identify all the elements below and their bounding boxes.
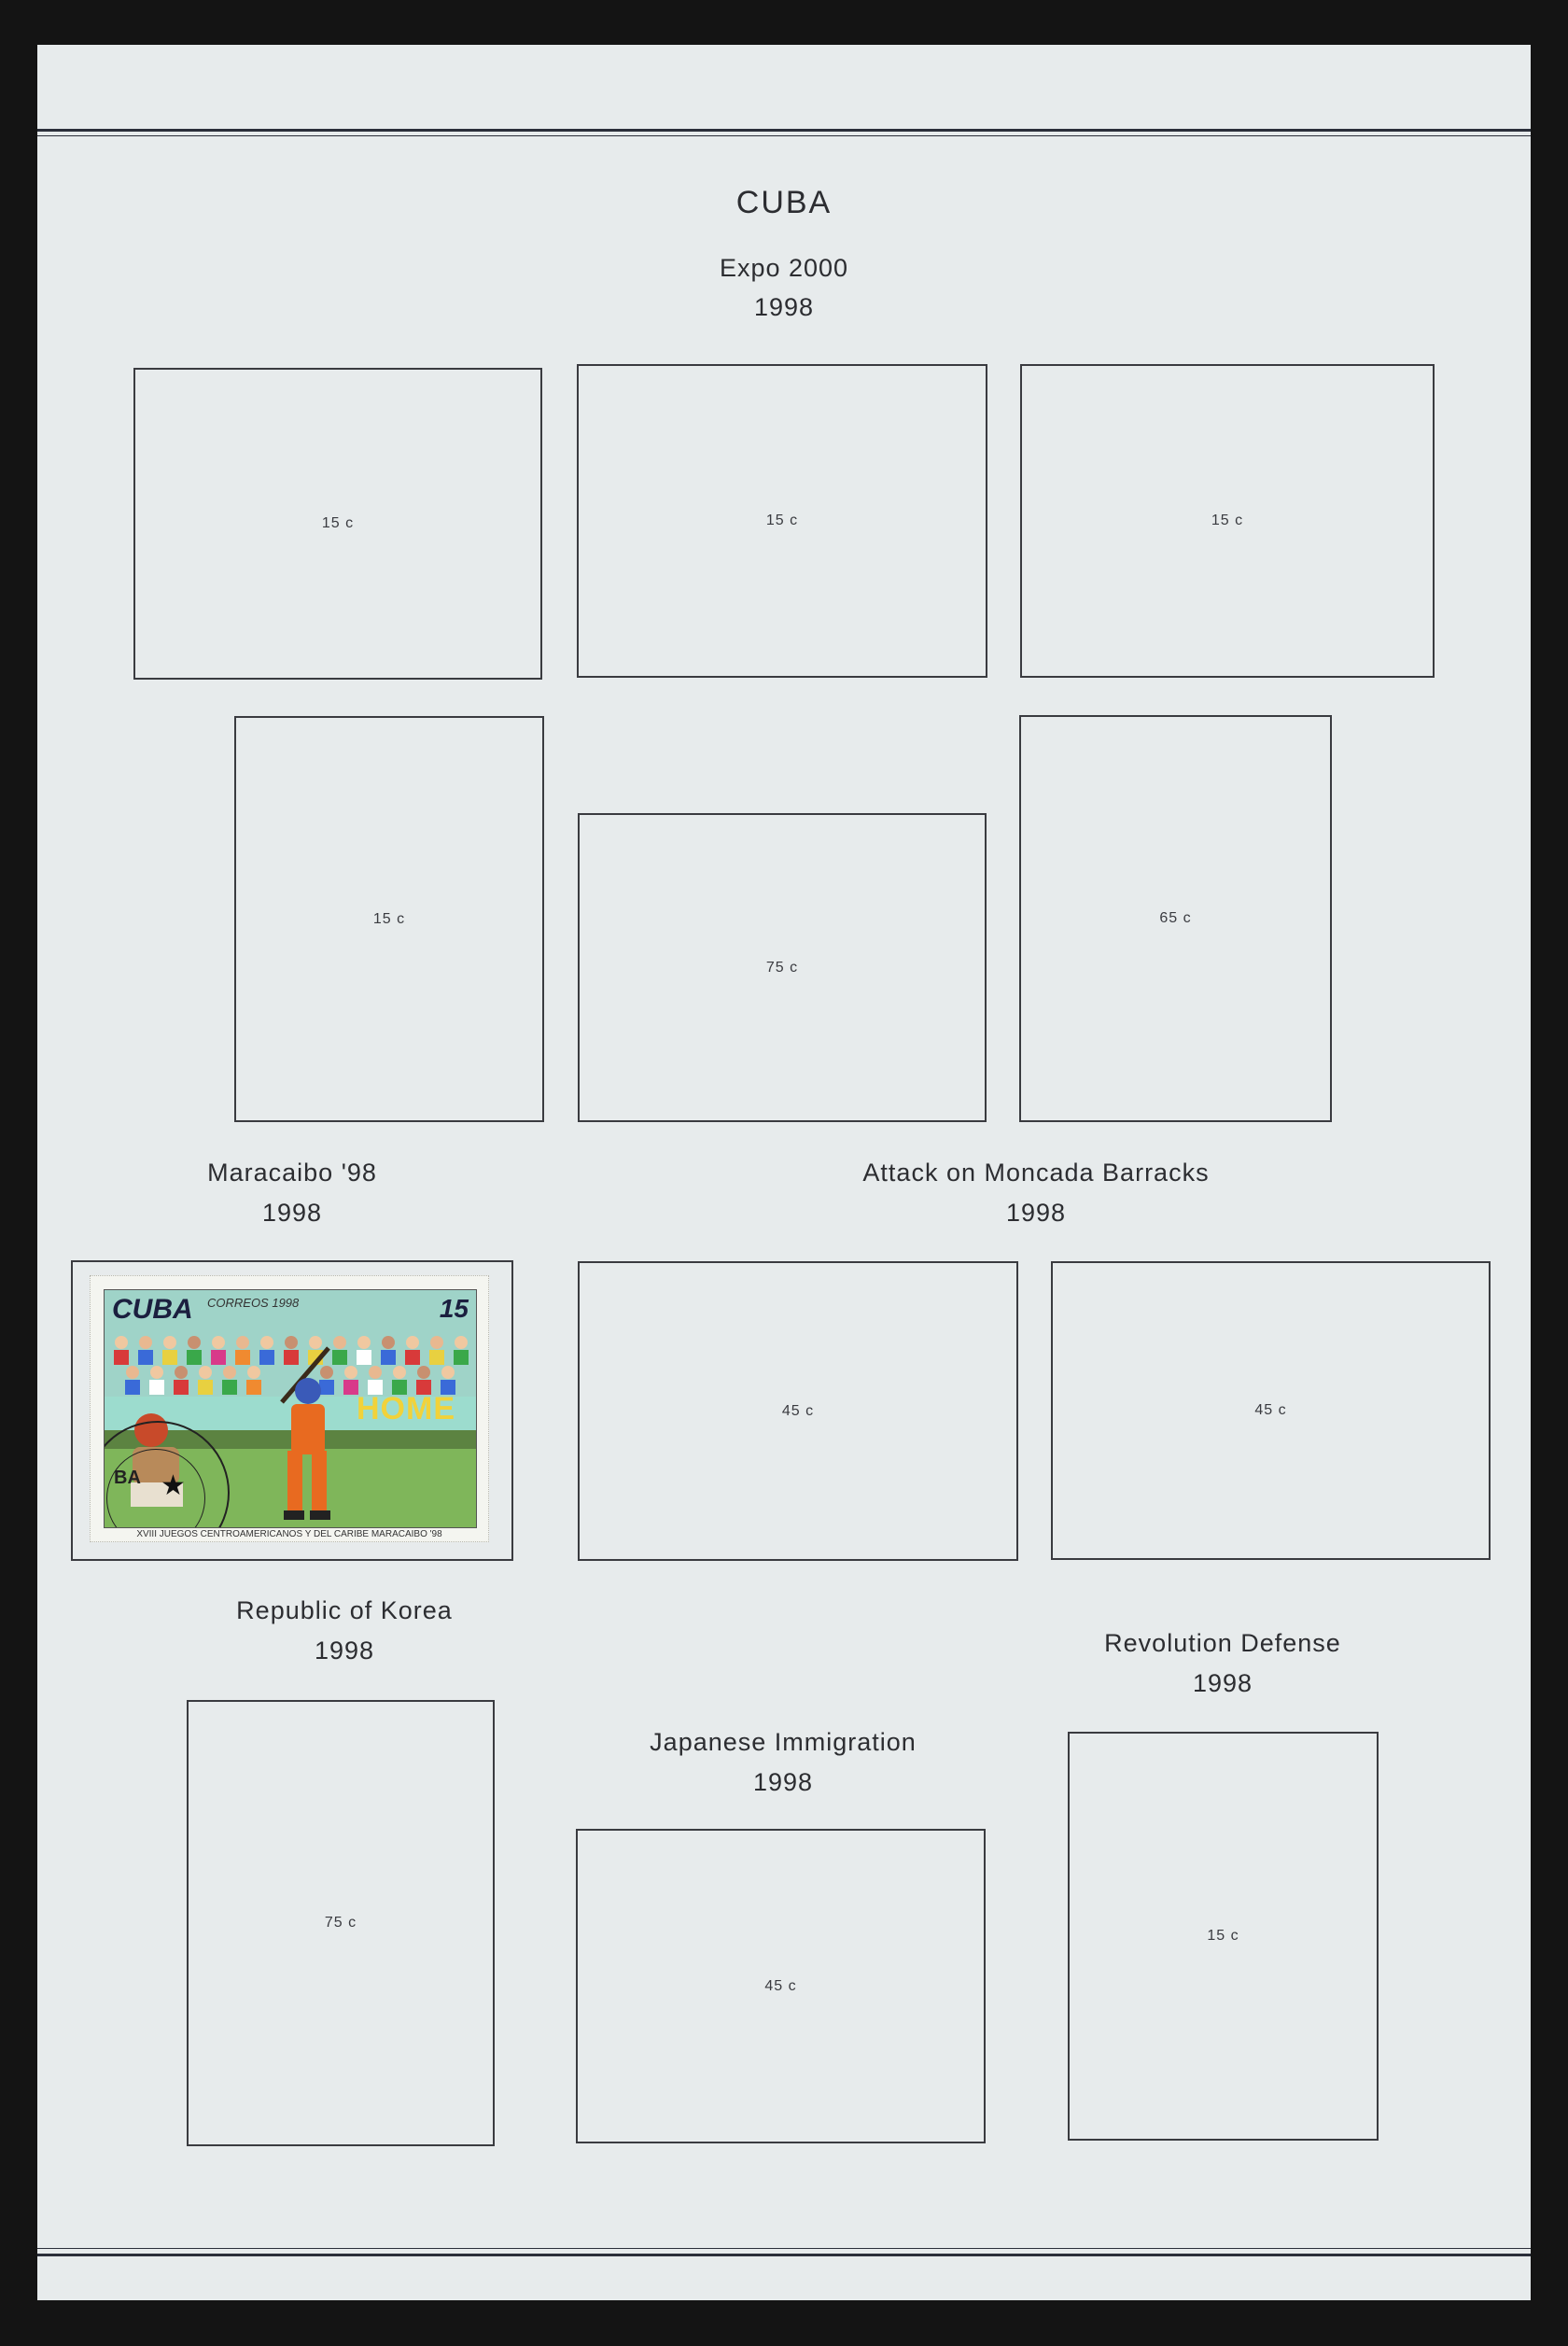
top-rule-thin: [37, 135, 1531, 136]
stamp-space: [234, 716, 544, 1122]
section-year-revolution: 1998: [1192, 1669, 1253, 1697]
stamp-banner: HOME: [357, 1391, 455, 1426]
denomination: 65 c: [1159, 910, 1192, 926]
section-title-revolution: Revolution Defense: [1104, 1629, 1341, 1657]
stamp: [90, 1275, 489, 1542]
stamp-value: 15: [439, 1294, 469, 1323]
batter-illustration: [263, 1346, 347, 1524]
denomination: 75 c: [765, 959, 799, 976]
section-year-korea: 1998: [314, 1637, 375, 1665]
stamp-space: [1020, 364, 1435, 678]
denomination: 45 c: [781, 1402, 815, 1419]
denomination: 15 c: [765, 513, 799, 528]
denomination: 15 c: [321, 515, 355, 531]
section-year-maracaibo: 1998: [261, 1199, 323, 1227]
stamp-space: [576, 1829, 986, 2143]
stamp-artwork: [104, 1289, 477, 1528]
stamp-issue: CORREOS 1998: [207, 1296, 300, 1310]
stamp-country: CUBA: [112, 1294, 193, 1325]
album-page: [37, 45, 1531, 2300]
bottom-rule-thin: [37, 2248, 1531, 2249]
stamp-space: [578, 813, 987, 1122]
denomination: 15 c: [1207, 1928, 1239, 1944]
page-title: CUBA: [735, 185, 833, 220]
section-title-maracaibo: Maracaibo '98: [207, 1159, 377, 1187]
section-year-japanese: 1998: [752, 1768, 814, 1796]
stamp-space: [133, 368, 542, 680]
denomination: 45 c: [1254, 1402, 1287, 1418]
section-title-moncada: Attack on Moncada Barracks: [862, 1159, 1210, 1187]
section-year-expo: 1998: [753, 293, 815, 321]
stamp-space: [1051, 1261, 1491, 1560]
star-icon: ★: [161, 1470, 186, 1501]
bottom-rule: [37, 2254, 1531, 2256]
section-title-japanese: Japanese Immigration: [650, 1728, 917, 1756]
stamp-space: [1019, 715, 1332, 1122]
denomination: 15 c: [1211, 513, 1244, 528]
section-year-moncada: 1998: [1005, 1199, 1067, 1227]
stamp-mount: [71, 1260, 513, 1561]
denomination: 45 c: [764, 1977, 797, 1994]
postmark-text: BA: [114, 1468, 141, 1488]
stamp-space: [187, 1700, 495, 2146]
stamp-caption: XVIII JUEGOS CENTROAMERICANOS Y DEL CARIBE MARACAIBO '98: [136, 1529, 442, 1539]
section-title-korea: Republic of Korea: [236, 1596, 453, 1624]
section-title-expo: Expo 2000: [719, 254, 849, 282]
top-rule: [37, 129, 1531, 132]
denomination: 75 c: [324, 1915, 357, 1931]
stamp-space: [577, 364, 987, 678]
stamp-space: [578, 1261, 1018, 1561]
stamp-space: [1068, 1732, 1379, 2141]
denomination: 15 c: [372, 910, 406, 927]
